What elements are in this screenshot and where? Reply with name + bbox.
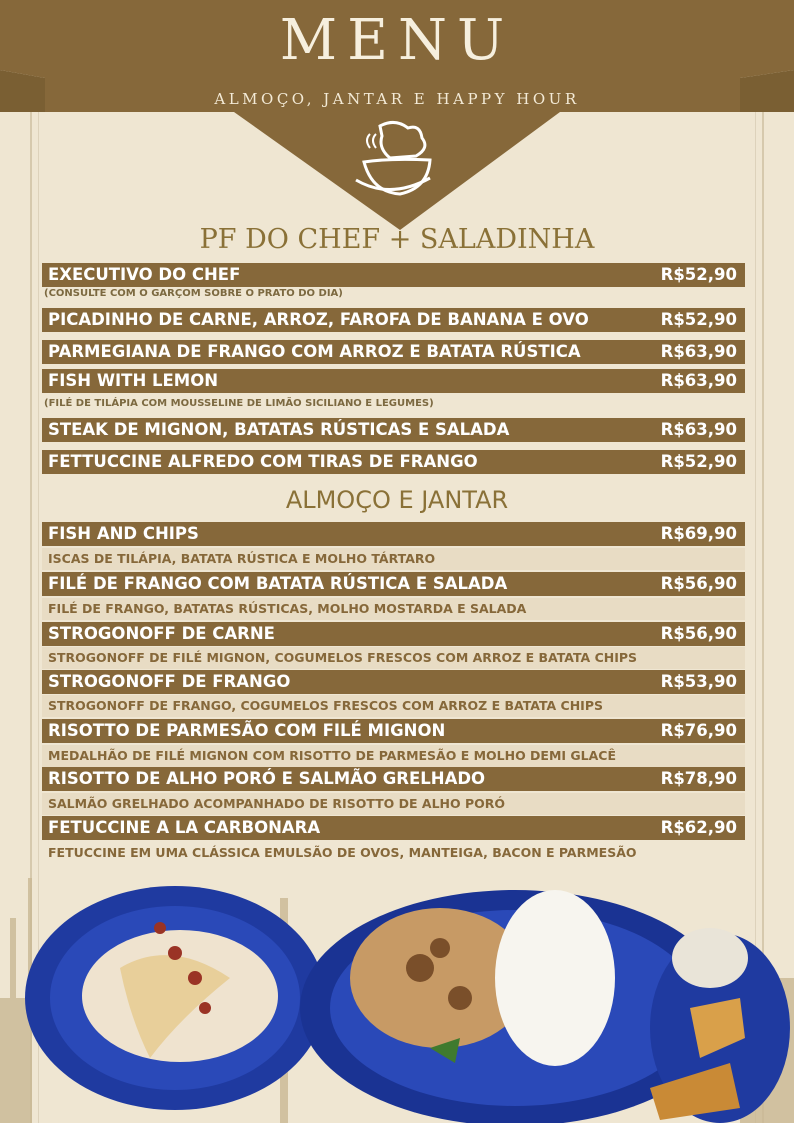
chef-hat-coffee-icon [350,118,436,208]
menu-item [42,719,745,743]
page-title: MENU [279,8,515,73]
carbonara-plate [25,886,325,1110]
item-price: R$63,90 [660,371,737,390]
item-name: RISOTTO DE ALHO PORÓ E SALMÃO GRELHADO [48,769,486,788]
item-name: FISH WITH LEMON [48,371,219,390]
menu-item [42,369,745,393]
item-name: RISOTTO DE PARMESÃO COM FILÉ MIGNON [48,721,446,740]
menu-item [42,622,745,646]
section-title-pf-do-chef: PF DO CHEF + SALADINHA [199,224,595,255]
menu-item [42,340,745,364]
menu-item [42,263,745,287]
item-note: (FILÉ DE TILÁPIA COM MOUSSELINE DE LIMÃO SICILIANO E LEGUMES) [44,398,434,409]
item-price: R$56,90 [660,574,737,593]
item-price: R$52,90 [660,452,737,471]
item-name: FETTUCCINE ALFREDO COM TIRAS DE FRANGO [48,452,478,471]
item-name: STROGONOFF DE FRANGO [48,672,291,691]
item-price: R$63,90 [660,342,737,361]
item-name: PARMEGIANA DE FRANGO COM ARROZ E BATATA RÚSTICA [48,342,581,361]
item-description: STROGONOFF DE FILÉ MIGNON, COGUMELOS FRESCOS COM ARROZ E BATATA CHIPS [42,647,745,669]
menu-item [42,572,745,596]
menu-item [42,816,745,840]
item-description: SALMÃO GRELHADO ACOMPANHADO DE RISOTTO DE ALHO PORÓ [42,793,745,815]
item-name: STEAK DE MIGNON, BATATAS RÚSTICAS E SALADA [48,420,510,439]
item-price: R$78,90 [660,769,737,788]
item-price: R$53,90 [660,672,737,691]
item-name: EXECUTIVO DO CHEF [48,265,241,284]
item-price: R$56,90 [660,624,737,643]
food-photos [0,858,794,1123]
section-title-almoco-jantar: ALMOÇO E JANTAR [285,486,509,514]
item-note: (CONSULTE COM O GARÇOM SOBRE O PRATO DO DIA) [44,288,343,299]
item-price: R$76,90 [660,721,737,740]
item-name: PICADINHO DE CARNE, ARROZ, FAROFA DE BANANA E OVO [48,310,589,329]
item-price: R$69,90 [660,524,737,543]
item-description: FETUCCINE EM UMA CLÁSSICA EMULSÃO DE OVOS, MANTEIGA, BACON E PARMESÃO [48,845,637,860]
item-description: FILÉ DE FRANGO, BATATAS RÚSTICAS, MOLHO MOSTARDA E SALADA [42,598,745,620]
menu-item [42,767,745,791]
item-price: R$62,90 [660,818,737,837]
item-name: FILÉ DE FRANGO COM BATATA RÚSTICA E SALADA [48,574,508,593]
item-price: R$52,90 [660,265,737,284]
page-subtitle: ALMOÇO, JANTAR E HAPPY HOUR [214,90,580,108]
item-description: STROGONOFF DE FRANGO, COGUMELOS FRESCOS COM ARROZ E BATATA CHIPS [42,695,745,717]
menu-item [42,450,745,474]
item-description: ISCAS DE TILÁPIA, BATATA RÚSTICA E MOLHO TÁRTARO [42,548,745,570]
item-name: FETUCCINE A LA CARBONARA [48,818,321,837]
item-price: R$63,90 [660,420,737,439]
item-price: R$52,90 [660,310,737,329]
item-name: FISH AND CHIPS [48,524,199,543]
menu-item [42,670,745,694]
menu-item [42,522,745,546]
menu-item [42,308,745,332]
item-name: STROGONOFF DE CARNE [48,624,275,643]
item-description: MEDALHÃO DE FILÉ MIGNON COM RISOTTO DE PARMESÃO E MOLHO DEMI GLACÊ [42,745,745,767]
menu-item [42,418,745,442]
